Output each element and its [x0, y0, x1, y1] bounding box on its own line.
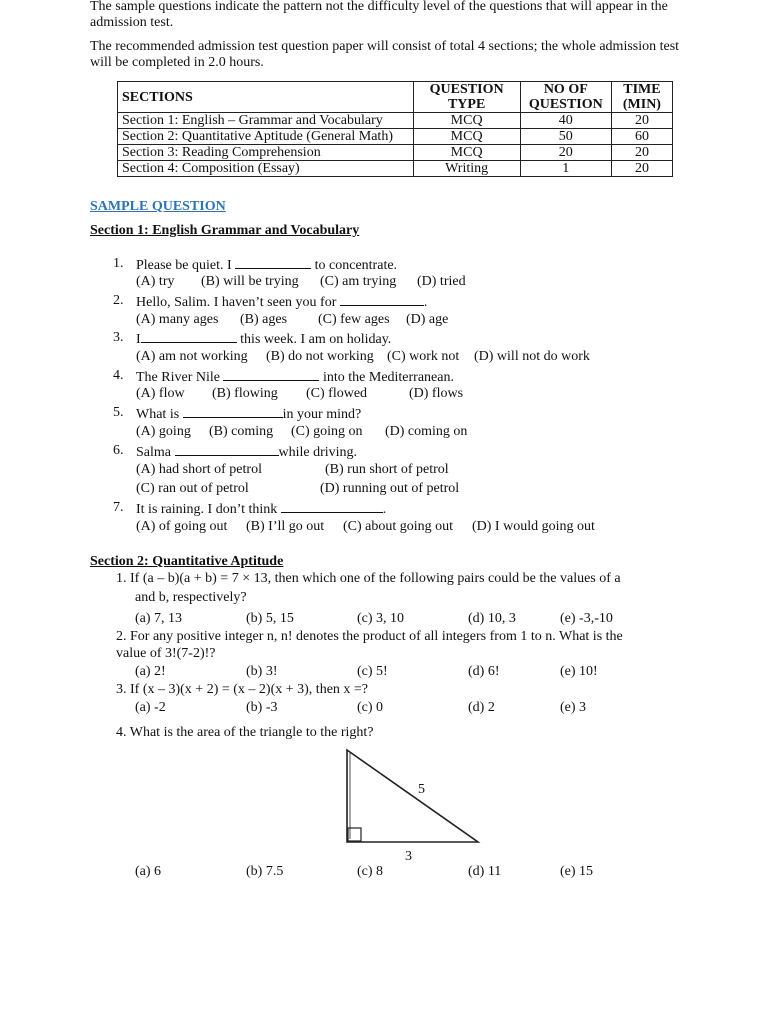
- right-triangle-diagram: [340, 745, 490, 865]
- options-row: [0, 700, 768, 716]
- option: (b) 3!: [246, 664, 278, 679]
- option: (b) 7.5: [246, 864, 284, 879]
- option: (C) few ages: [318, 312, 390, 327]
- option: (c) 5!: [357, 664, 388, 679]
- option: (D) coming on: [385, 424, 468, 439]
- option: (B) flowing: [212, 386, 278, 401]
- hypotenuse-label: 5: [418, 782, 425, 797]
- question-text-pre: Hello, Salim. I haven’t seen you for: [136, 295, 337, 310]
- option: (D) tried: [417, 274, 466, 289]
- options-row: [0, 462, 768, 478]
- option: (A) am not working: [136, 349, 248, 364]
- option: (a) 6: [135, 864, 162, 879]
- option: (D) running out of petrol: [320, 481, 460, 496]
- question-text-post: .: [423, 295, 428, 310]
- question-text-pre: I: [136, 332, 141, 347]
- table-cell: Section 1: English – Grammar and Vocabulary: [118, 113, 414, 129]
- option: (C) flowed: [306, 386, 368, 401]
- question-text: [136, 330, 391, 348]
- option: (c) 3, 10: [357, 611, 405, 626]
- option: (D) I would going out: [472, 519, 595, 534]
- table-row: [118, 161, 673, 177]
- question-text-post: while driving.: [278, 445, 358, 460]
- options-row: [0, 386, 768, 402]
- option: (B) do not working: [266, 349, 374, 364]
- option: (d) 11: [468, 864, 502, 879]
- question-text: [136, 500, 386, 518]
- table-row: [118, 145, 673, 161]
- question-text: [136, 256, 397, 274]
- option: (B) ages: [240, 312, 288, 327]
- question-text-post: .: [382, 502, 387, 517]
- option: (a) 2!: [135, 664, 166, 679]
- table-cell: MCQ: [413, 113, 520, 129]
- option: (A) going: [136, 424, 191, 439]
- intro-paragraph-1: The sample questions indicate the pattern not the difficulty level of the questions that will appear in the admission test.: [90, 0, 668, 30]
- option: (e) 10!: [560, 664, 598, 679]
- option: (C) about going out: [343, 519, 454, 534]
- question-text: [136, 293, 427, 311]
- header-time: TIME (MIN): [611, 82, 672, 113]
- option: (C) going on: [291, 424, 363, 439]
- option: (D) will not do work: [474, 349, 590, 364]
- question-text-line2: value of 3!(7-2)!?: [116, 646, 216, 661]
- question-text: [136, 443, 357, 461]
- math-question-4: 4. What is the area of the triangle to the right?: [116, 725, 374, 740]
- math-question-3: 3. If (x – 3)(x + 2) = (x – 2)(x + 3), then x =?: [116, 682, 369, 697]
- options-row: [0, 611, 768, 627]
- math-question-1: [116, 571, 621, 587]
- triangle-shape: [347, 750, 478, 842]
- answer-blank: [223, 368, 319, 381]
- table-cell: MCQ: [413, 129, 520, 145]
- answer-blank: [340, 293, 424, 306]
- option: (A) flow: [136, 386, 185, 401]
- table-cell: 20: [611, 113, 672, 129]
- question-number: 3.: [113, 330, 124, 345]
- option: (e) -3,-10: [560, 611, 613, 626]
- table-cell: Section 3: Reading Comprehension: [118, 145, 414, 161]
- table-cell: 40: [520, 113, 611, 129]
- option: (a) 7, 13: [135, 611, 183, 626]
- table-header-row: [118, 82, 673, 113]
- options-row: [0, 664, 768, 680]
- option: (A) try: [136, 274, 175, 289]
- question-text: 1. If (: [116, 571, 148, 586]
- question-text-pre: What is: [136, 407, 180, 422]
- option: (a) -2: [135, 700, 166, 715]
- option: (d) 10, 3: [468, 611, 516, 626]
- table-row: [118, 129, 673, 145]
- table-cell: 20: [520, 145, 611, 161]
- table-cell: Section 4: Composition (Essay): [118, 161, 414, 177]
- options-row: [0, 274, 768, 290]
- option: (b) 5, 15: [246, 611, 294, 626]
- section2-title: Section 2: Quantitative Aptitude: [90, 554, 284, 569]
- question-number: 7.: [113, 500, 124, 515]
- option: (e) 3: [560, 700, 587, 715]
- question-text-post: in your mind?: [282, 407, 362, 422]
- question-text-post: to concentrate.: [314, 258, 398, 273]
- base-label: 3: [405, 849, 412, 864]
- table-cell: 1: [520, 161, 611, 177]
- options-row: [0, 864, 768, 880]
- answer-blank: [183, 405, 283, 418]
- question-text-pre: Salma: [136, 445, 171, 460]
- answer-blank: [141, 330, 237, 343]
- header-no-of-question: NO OF QUESTION: [520, 82, 611, 113]
- option: (e) 15: [560, 864, 594, 879]
- question-number: 1.: [113, 256, 124, 271]
- intro-paragraph-2: The recommended admission test question paper will consist of total 4 sections; the whole admission test will be completed in 2.0 hours.: [90, 39, 680, 70]
- question-text: [136, 405, 361, 423]
- option: (D) age: [406, 312, 449, 327]
- question-text-post: this week. I am on holiday.: [240, 332, 392, 347]
- option: (C) am trying: [320, 274, 397, 289]
- option: (A) of going out: [136, 519, 228, 534]
- sample-question-heading: SAMPLE QUESTION: [90, 199, 226, 214]
- table-cell: 20: [611, 145, 672, 161]
- answer-blank: [281, 500, 383, 513]
- question-text: [136, 368, 454, 386]
- options-row: [0, 349, 768, 365]
- question-text-line2: and b, respectively?: [135, 590, 247, 605]
- header-question-type: QUESTION TYPE: [413, 82, 520, 113]
- table-row: [118, 113, 673, 129]
- answer-blank: [175, 443, 279, 456]
- question-number: 5.: [113, 405, 124, 420]
- question-text-pre: The River Nile: [136, 370, 220, 385]
- options-row: [0, 481, 768, 497]
- question-number: 6.: [113, 443, 124, 458]
- table-cell: 50: [520, 129, 611, 145]
- question-text-post: into the Mediterranean.: [322, 370, 454, 385]
- option: (D) flows: [409, 386, 464, 401]
- option: (b) -3: [246, 700, 278, 715]
- table-cell: 20: [611, 161, 672, 177]
- option: (d) 2: [468, 700, 495, 715]
- table-cell: Section 2: Quantitative Aptitude (General Math): [118, 129, 414, 145]
- table-cell: Writing: [413, 161, 520, 177]
- option: (C) ran out of petrol: [136, 481, 249, 496]
- option: (A) had short of petrol: [136, 462, 262, 477]
- option: (A) many ages: [136, 312, 219, 327]
- answer-blank: [235, 256, 311, 269]
- option: (B) run short of petrol: [325, 462, 449, 477]
- option: (c) 0: [357, 700, 384, 715]
- table-cell: 60: [611, 129, 672, 145]
- option: (d) 6!: [468, 664, 500, 679]
- math-question-2: 2. For any positive integer n, n! denotes the product of all integers from 1 to n. What is the: [116, 629, 623, 644]
- options-row: [0, 424, 768, 440]
- option: (B) coming: [209, 424, 274, 439]
- option: (B) will be trying: [201, 274, 299, 289]
- option: (B) I’ll go out: [246, 519, 325, 534]
- header-sections: SECTIONS: [118, 82, 414, 113]
- table-cell: MCQ: [413, 145, 520, 161]
- option: (C) work not: [387, 349, 460, 364]
- option: (c) 8: [357, 864, 384, 879]
- question-number: 4.: [113, 368, 124, 383]
- options-row: [0, 519, 768, 535]
- question-text-pre: It is raining. I don’t think: [136, 502, 278, 517]
- sections-table: [117, 81, 673, 177]
- question-number: 2.: [113, 293, 124, 308]
- question-text-pre: Please be quiet. I: [136, 258, 232, 273]
- options-row: [0, 312, 768, 328]
- section1-title: Section 1: English Grammar and Vocabulary: [90, 223, 360, 238]
- question-expression: a – b)(a + b) = 7 × 13, then which one of the following pairs could be the values of a: [147, 571, 621, 586]
